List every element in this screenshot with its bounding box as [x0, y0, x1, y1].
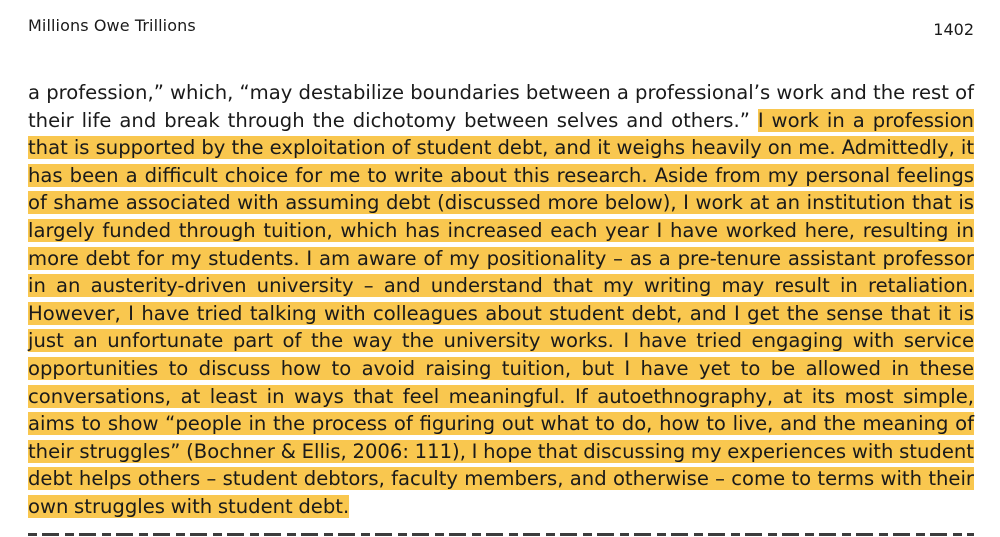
highlighted-passage[interactable]: I work in a profession that is supported by the exploitation of student debt, and it weighs heavily on me. Admittedly, it has been a difficult choice for me to write about this research. Aside from my personal feelings of shame associated with assuming debt (discussed more below), I work at an institution that is largely funded through tuition, which has increased each year I have worked here, resulting in more debt for my students. I am aware of my positionality – as a pre-tenure assistant professor in an austerity-driven university – and understand that my writing may result in retaliation. However, I have tried talking with colleagues about student debt, and I get the sense that it is just an unfortunate part of the way the university works. I have tried engaging with service opportunities to discuss how to avoid raising tuition, but I have yet to be allowed in these conversations, at least in ways that feel meaningful. If autoethnography, at its most simple, aims to show “people in the process of figuring out what to do, how to live, and the meaning of their struggles” (Bochner & Ellis, 2006: 111), I hope that discussing my experiences with student debt helps others – student debtors, faculty members, and otherwise – come to terms with their own struggles with student debt.	[28, 108, 974, 518]
page-number: 1402	[933, 20, 974, 39]
running-title: Millions Owe Trillions	[28, 16, 196, 35]
body-paragraph	[28, 79, 974, 521]
cut-off-next-line	[28, 526, 974, 537]
paragraph-lead-text: a profession,” which, “may destabilize boundaries between a professional’s work and the rest of their life and break through the dichotomy between selves and others.”	[28, 81, 974, 132]
